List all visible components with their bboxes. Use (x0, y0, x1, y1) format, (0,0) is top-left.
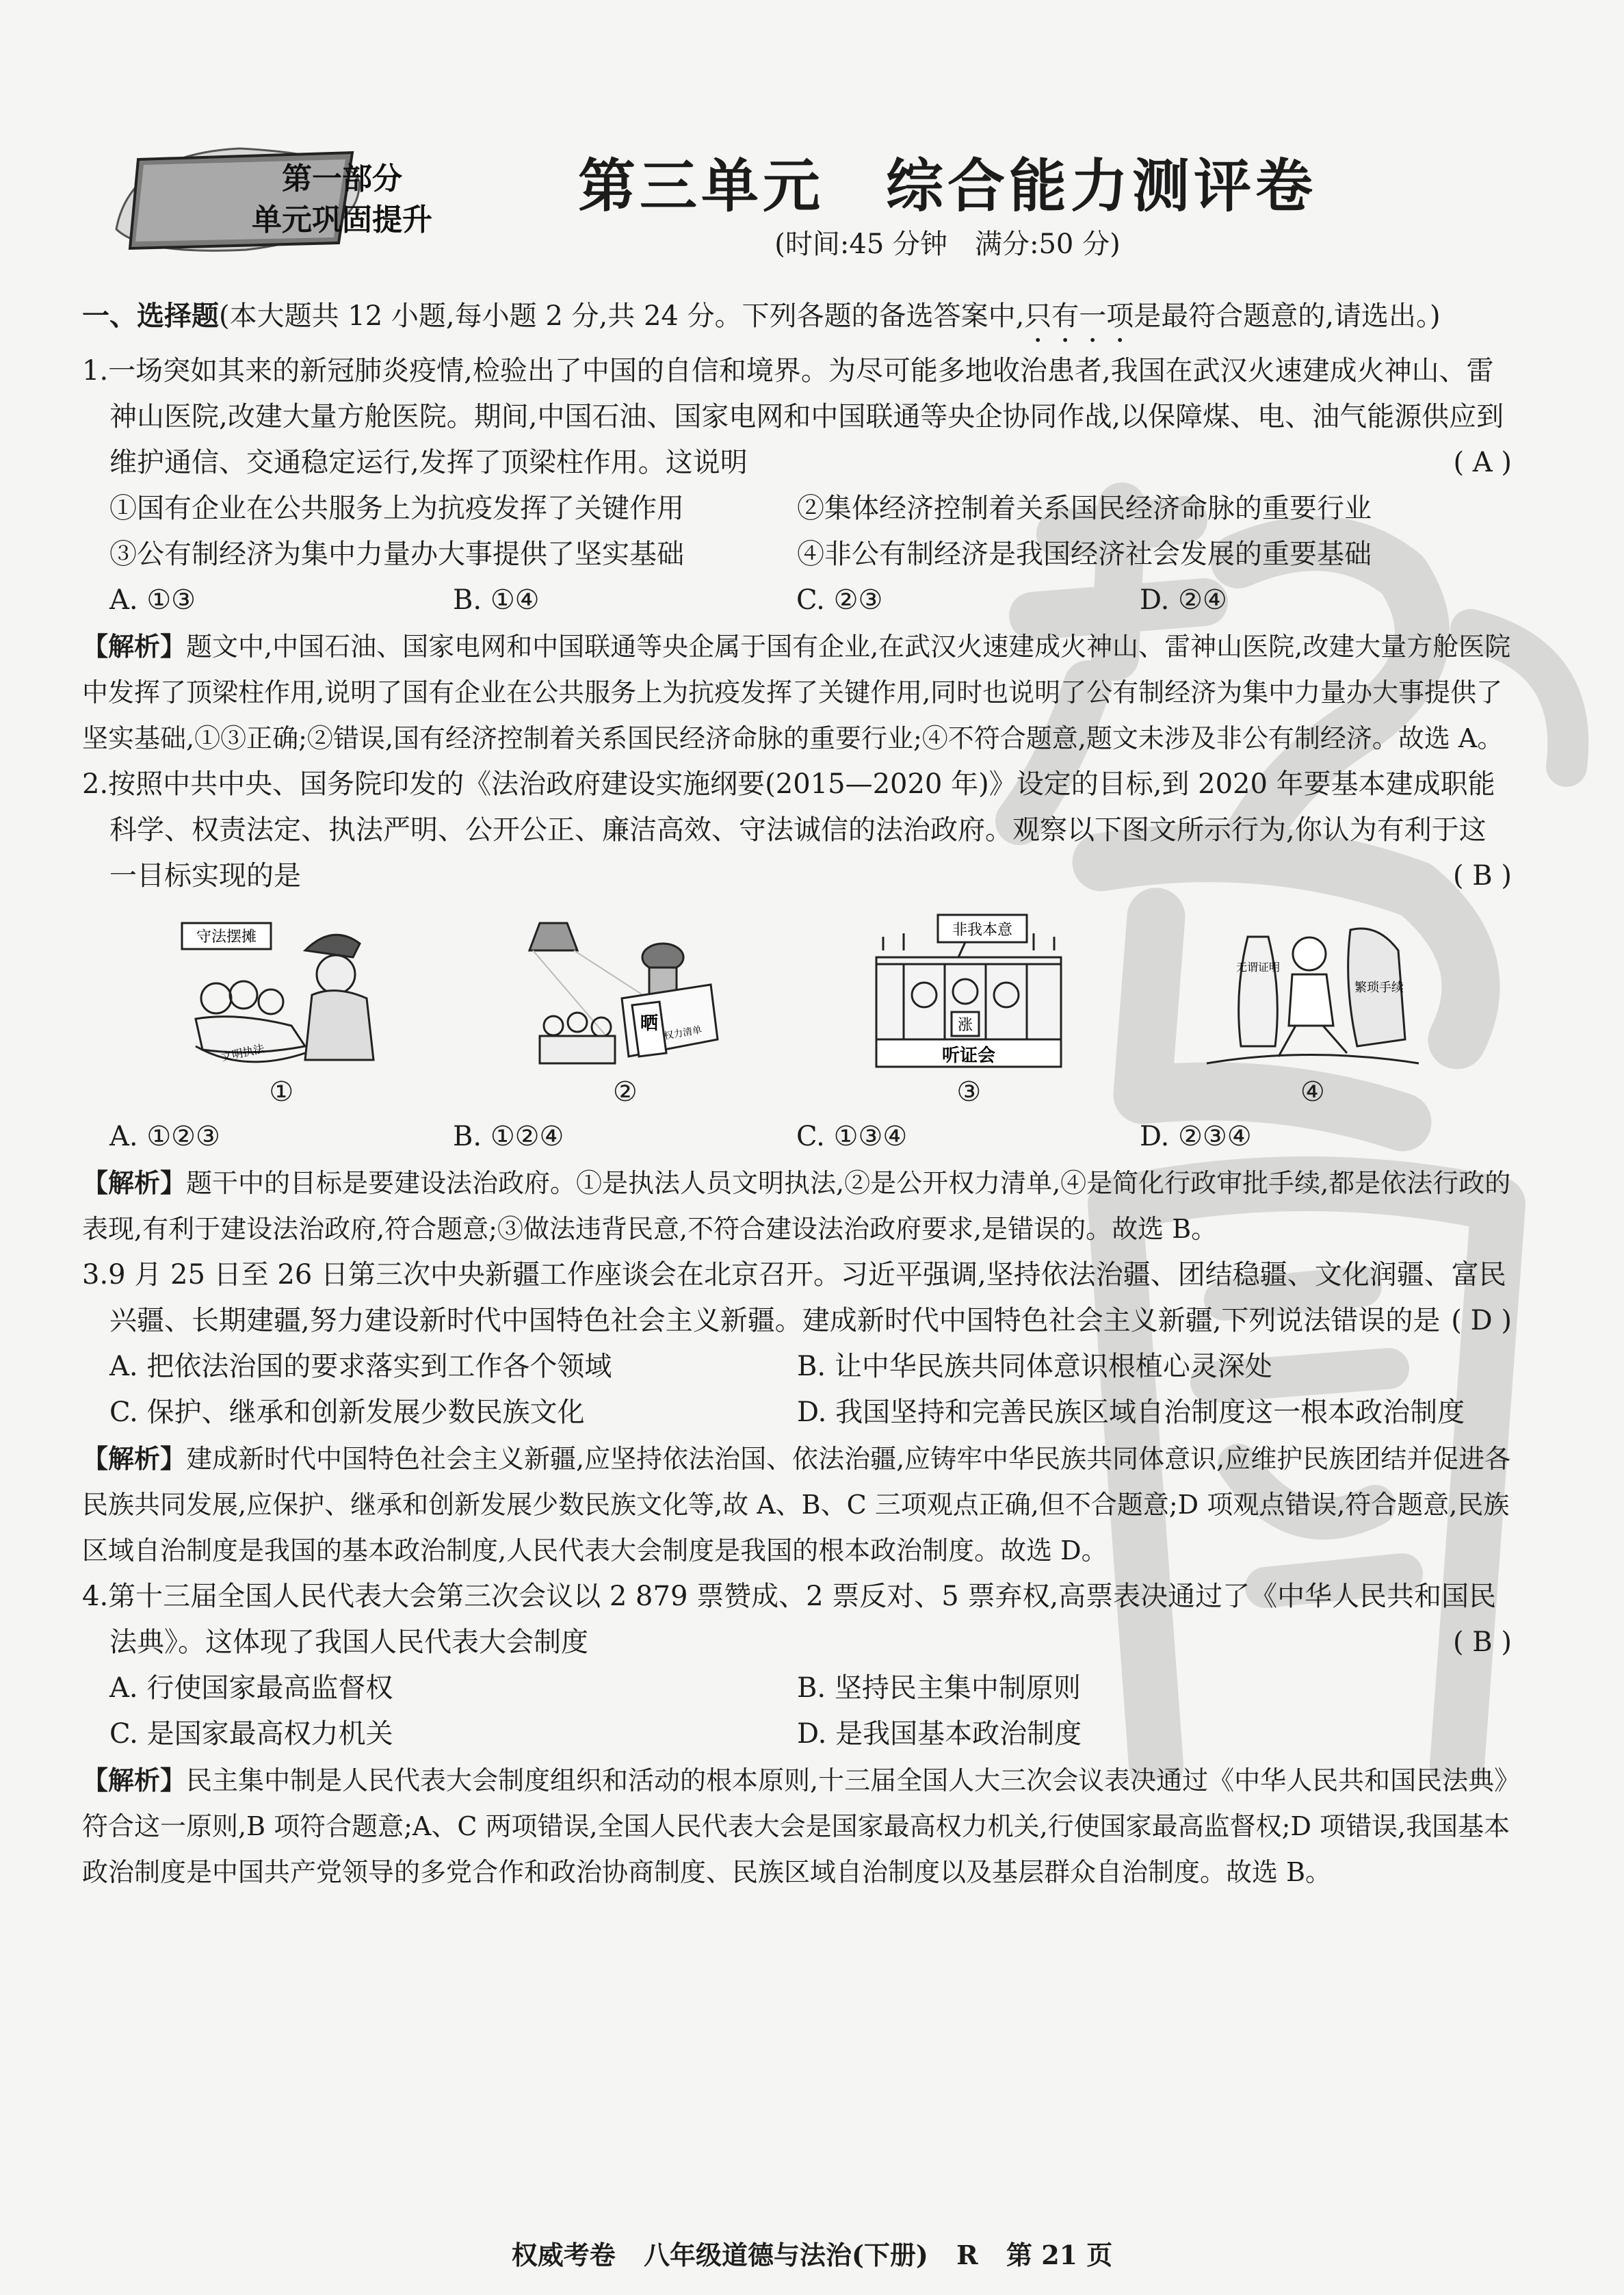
analysis-label: 【解析】 (82, 1765, 187, 1795)
option-row (82, 1390, 1512, 1436)
question-number: 4. (82, 1581, 109, 1612)
figure-label: ④ (1300, 1076, 1325, 1108)
analysis-label: 【解析】 (82, 1167, 187, 1198)
question-text: 第十三届全国人民代表大会第三次会议以 2 879 票赞成、2 票反对、5 票弃权,高票表决通过了《中华人民共和国民法典》。这体现了我国人民代表大会制度 (108, 1581, 1497, 1658)
section-intro (82, 293, 1512, 348)
option-b: B. 坚持民主集中制原则 (797, 1672, 1081, 1704)
option-c: C. ②③ (796, 584, 883, 616)
statement-row (82, 486, 1512, 532)
option-a: A. ①③ (109, 584, 196, 616)
section-heading: 一、选择题 (82, 300, 219, 332)
option-row (82, 578, 1512, 623)
question-text: 9 月 25 日至 26 日第三次中央新疆工作座谈会在北京召开。习近平强调,坚持依法治疆、团结稳疆、文化润疆、富民兴疆、长期建疆,努力建设新时代中国特色社会主义新疆。建成新时代中国特色社会主义新疆,下列说法错误的是 (108, 1259, 1506, 1336)
question-4-stem (82, 1574, 1512, 1665)
question-2-stem (82, 762, 1512, 899)
cartoon-hearing-illustration (856, 909, 1082, 1070)
figure-4 (1190, 909, 1436, 1114)
section-intro-emphasis: 只有一项 (1024, 300, 1134, 332)
statement: ②集体经济控制着关系国民经济命脉的重要行业 (797, 493, 1372, 524)
analysis-text: 民主集中制是人民代表大会制度组织和活动的根本原则,十三届全国人大三次会议表决通过《中华人民共和国民法典》符合这一原则,B 项符合题意;A、C 两项错误,全国人民代表大会是国家最高权力机关,行使国家最高监督权;D 项错误,我国基本政治制度是中国共产党领导的多党合作和政治协商制度、民族区域自治制度以及基层群众自治制度。故选 B。 (82, 1765, 1510, 1887)
section-intro-a: (本大题共 12 小题,每小题 2 分,共 24 分。下列各题的备选答案中, (219, 300, 1025, 332)
cartoon-law-enforcement-illustration (168, 909, 394, 1070)
option-c: C. 保护、继承和创新发展少数民族文化 (109, 1397, 585, 1428)
figure-3 (846, 909, 1092, 1114)
question-answer: ( B ) (1452, 1626, 1512, 1658)
figure-caption: 守法摆摊 (196, 929, 257, 946)
cartoon-power-list-illustration (512, 909, 738, 1070)
figure-subcaption: 权力清单 (663, 1024, 703, 1042)
section-badge (103, 140, 432, 257)
option-row (82, 1344, 1512, 1390)
question-number: 3. (82, 1259, 109, 1291)
question-3 (82, 1252, 1512, 1574)
figure-subcaption: 文明执法 (220, 1041, 266, 1064)
option-c: C. 是国家最高权力机关 (109, 1718, 393, 1750)
option-row (82, 1665, 1512, 1711)
page-title: 第三单元 综合能力测评卷 (577, 152, 1317, 220)
option-b: B. 让中华民族共同体意识根植心灵深处 (797, 1351, 1272, 1382)
question-text: 一场突如其来的新冠肺炎疫情,检验出了中国的自信和境界。为尽可能多地收治患者,我国在武汉火速建成火神山、雷神山医院,改建大量方舱医院。期间,中国石油、国家电网和中国联通等央企协同作战,以保障煤、电、油气能源供应到维护通信、交通稳定运行,发挥了顶梁柱作用。这说明 (108, 355, 1504, 478)
cartoon-simplify-procedures-illustration (1200, 909, 1426, 1070)
option-b: B. ①②④ (453, 1121, 564, 1152)
footer-edition: R (956, 2240, 978, 2270)
question-1 (82, 348, 1512, 762)
analysis-text: 题干中的目标是要建设法治政府。①是执法人员文明执法,②是公开权力清单,④是简化行政审批手续,都是依法行政的表现,有利于建设法治政府,符合题意;③做法违背民意,不符合建设法治政府要求,是错误的。故选 B。 (82, 1168, 1511, 1244)
statement: ③公有制经济为集中力量办大事提供了坚实基础 (109, 539, 684, 570)
option-a: A. 把依法治国的要求落实到工作各个领域 (109, 1351, 612, 1382)
option-b: B. ①④ (453, 584, 540, 616)
section-intro-b: 是最符合题意的,请选出。) (1134, 300, 1441, 332)
statement: ④非公有制经济是我国经济社会发展的重要基础 (797, 539, 1372, 570)
figure-label: ① (269, 1076, 294, 1108)
figure-subcaption: 无谓证明 (1235, 961, 1280, 974)
analysis-label: 【解析】 (82, 631, 187, 662)
option-d: D. ②③④ (1140, 1121, 1252, 1152)
exam-content (82, 293, 1512, 1895)
question-answer: ( B ) (1452, 860, 1512, 892)
footer-page-number: 第 21 页 (1006, 2240, 1113, 2270)
figure-2 (502, 909, 748, 1114)
figure-row (82, 899, 1512, 1114)
analysis-text: 建成新时代中国特色社会主义新疆,应坚持依法治国、依法治疆,应铸牢中华民族共同体意识,应维护民族团结并促进各民族共同发展,应保护、继承和创新发展少数民族文化等,故 A、B、C 三项观点正确,但不合题意;D 项观点错误,符合题意,民族区域自治制度是我国的基本政治制度,人民代表大会制度是我国的根本政治制度。故选 D。 (82, 1444, 1511, 1566)
option-a: A. ①②③ (109, 1121, 220, 1152)
footer-book: 权威考卷 (511, 2240, 616, 2270)
figure-caption: 晒 (640, 1013, 658, 1034)
figure-sign: 涨 (958, 1017, 973, 1034)
analysis-label: 【解析】 (82, 1443, 187, 1474)
figure-label: ③ (956, 1076, 982, 1108)
option-a: A. 行使国家最高监督权 (109, 1672, 393, 1704)
option-d: D. 是我国基本政治制度 (797, 1718, 1082, 1750)
option-d: D. ②④ (1140, 584, 1227, 616)
question-2 (82, 762, 1512, 1252)
figure-caption: 非我本意 (952, 922, 1013, 939)
question-number: 2. (82, 768, 109, 800)
analysis-4 (82, 1757, 1512, 1895)
question-3-stem (82, 1252, 1512, 1344)
footer-subject: 八年级道德与法治(下册) (643, 2240, 928, 2270)
page-footer (0, 2234, 1624, 2272)
option-row (82, 1114, 1512, 1160)
analysis-text: 题文中,中国石油、国家电网和中国联通等央企属于国有企业,在武汉火速建成火神山、雷神山医院,改建大量方舱医院中发挥了顶梁柱作用,说明了国有企业在公共服务上为抗疫发挥了关键作用,同时也说明了公有制经济为集中力量办大事提供了坚实基础,①③正确;②错误,国有经济控制着关系国民经济命脉的重要行业;④不符合题意,题文未涉及非公有制经济。故选 A。 (82, 632, 1511, 753)
statement: ①国有企业在公共服务上为抗疫发挥了关键作用 (109, 493, 684, 524)
badge-line2: 单元巩固提升 (252, 203, 432, 237)
badge-line1: 第一部分 (282, 161, 402, 196)
question-number: 1. (82, 355, 109, 387)
figure-subcaption: 听证会 (942, 1046, 996, 1066)
page-subtitle: (时间:45 分钟 满分:50 分) (774, 229, 1121, 260)
analysis-3 (82, 1436, 1512, 1574)
figure-caption: 繁琐手续 (1354, 981, 1404, 995)
option-d: D. 我国坚持和完善民族区域自治制度这一根本政治制度 (797, 1397, 1465, 1428)
analysis-1 (82, 623, 1512, 762)
question-4 (82, 1574, 1512, 1895)
question-answer: ( D ) (1451, 1305, 1512, 1336)
question-answer: ( A ) (1453, 447, 1512, 478)
figure-1 (158, 909, 404, 1114)
question-text: 按照中共中央、国务院印发的《法治政府建设实施纲要(2015—2020 年)》设定的目标,到 2020 年要基本建成职能科学、权责法定、执法严明、公开公正、廉洁高效、守法诚信的法治政府。观察以下图文所示行为,你认为有利于这一目标实现的是 (108, 768, 1495, 892)
option-c: C. ①③④ (796, 1121, 908, 1152)
figure-label: ② (612, 1076, 638, 1108)
option-row (82, 1711, 1512, 1757)
analysis-2 (82, 1160, 1512, 1252)
statement-row (82, 532, 1512, 578)
question-1-stem (82, 348, 1512, 486)
